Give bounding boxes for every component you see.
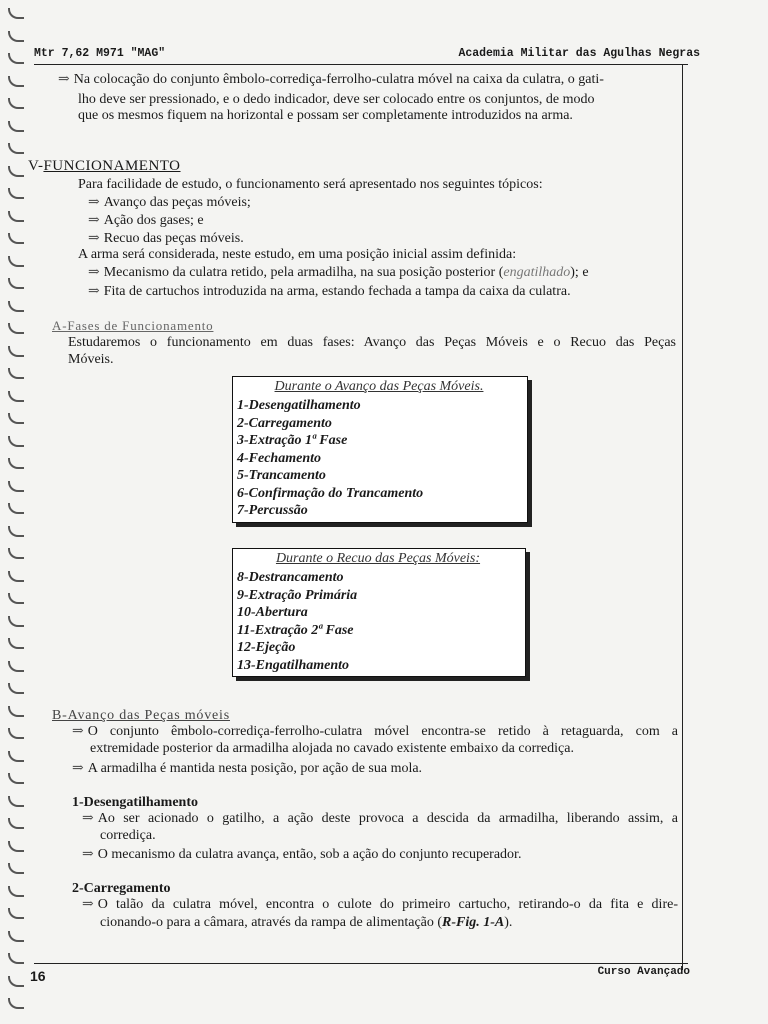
footer-rule [34, 963, 688, 964]
binding-hole [8, 368, 24, 379]
intro-line-1: ⇒ Na colocação do conjunto êmbolo-corrediça-ferrolho-culatra móvel na caixa da culatra, o gati- [58, 72, 604, 87]
binding-hole [8, 8, 24, 19]
binding-hole [8, 481, 24, 492]
arrow-icon: ⇒ [82, 847, 94, 862]
binding-hole [8, 863, 24, 874]
binding-hole [8, 661, 24, 672]
advance-box-title: Durante o Avanço das Peças Móveis. [274, 379, 484, 394]
advance-phases-box [232, 376, 528, 523]
phase-item: 1-Desengatilhamento [237, 398, 361, 413]
binding-hole [8, 841, 24, 852]
recoil-phases-box [232, 548, 526, 677]
phase-item: 13-Engatilhamento [237, 657, 350, 673]
binding-hole [8, 188, 24, 199]
binding-hole [8, 413, 24, 424]
position-item-2: ⇒ Fita de cartuchos introduzida na arma, estando fechada a tampa da caixa da culatra. [88, 284, 571, 299]
intro-line-2: lho deve ser pressionado, e o dedo indicador, deve ser colocado entre os conjuntos, de modo [78, 92, 595, 107]
binding-hole [8, 503, 24, 514]
topic-1: ⇒ Avanço das peças móveis; [88, 195, 251, 210]
right-margin-rule [682, 64, 683, 970]
binding-hole [8, 256, 24, 267]
item-1-p2: ⇒ O mecanismo da culatra avança, então, sob a ação do conjunto recuperador. [82, 847, 522, 862]
arrow-icon: ⇒ [82, 897, 94, 912]
header-right: Academia Militar das Agulhas Negras [458, 47, 700, 60]
binding-hole [8, 301, 24, 312]
binding-hole [8, 53, 24, 64]
binding-hole [8, 166, 24, 177]
binding-hole [8, 391, 24, 402]
binding-hole [8, 346, 24, 357]
binding-hole [8, 818, 24, 829]
binding-hole [8, 121, 24, 132]
binding-hole [8, 76, 24, 87]
binding-hole [8, 886, 24, 897]
subsection-b-p1-line-2: extremidade posterior da armadilha alojada no cavado existente embaixo da corrediça. [90, 741, 574, 756]
phase-item: 4-Fechamento [237, 450, 321, 466]
binding-hole [8, 211, 24, 222]
binding-hole [8, 931, 24, 942]
binding-hole [8, 908, 24, 919]
binding-hole [8, 323, 24, 334]
binding-hole [8, 953, 24, 964]
subsection-a-title: A-Fases de Funcionamento [52, 318, 214, 333]
subsection-b-title: B-Avanço das Peças móveis [52, 708, 230, 723]
arrow-icon: ⇒ [72, 724, 84, 739]
subsection-a-line-2: Móveis. [68, 352, 114, 367]
section-v-intro: Para facilidade de estudo, o funcionamento será apresentado nos seguintes tópicos: [78, 177, 543, 192]
advance-list [237, 397, 521, 520]
binding-hole [8, 976, 24, 987]
item-1-p1-line-2: corrediça. [100, 828, 156, 843]
subsection-b-p1-line-1: ⇒ O conjunto êmbolo-corrediça-ferrolho-culatra móvel encontra-se retido à retaguarda, com a [72, 724, 678, 739]
binding-hole [8, 278, 24, 289]
binding-hole [8, 98, 24, 109]
phase-item: 12-Ejeção [237, 640, 296, 655]
phase-item: 8-Destrancamento [237, 570, 344, 585]
binding-hole [8, 773, 24, 784]
recoil-box-title: Durante o Recuo das Peças Móveis: [275, 551, 481, 566]
subsection-a-line-1: Estudaremos o funcionamento em duas fases: Avanço das Peças Móveis e o Recuo das Peças [68, 335, 676, 350]
arrow-icon: ⇒ [82, 811, 94, 826]
phase-item: 6-Confirmação do Trancamento [237, 485, 424, 501]
item-1-title: 1-Desengatilhamento [72, 795, 198, 810]
phase-item: 9-Extração Primária [237, 587, 358, 603]
topic-2: ⇒ Ação dos gases; e [88, 213, 204, 228]
position-intro: A arma será considerada, neste estudo, em uma posição inicial assim definida: [78, 247, 517, 262]
arrow-icon: ⇒ [88, 195, 100, 210]
binding-hole [8, 593, 24, 604]
binding-hole [8, 31, 24, 42]
phase-item: 10-Abertura [237, 605, 308, 620]
arrow-icon: ⇒ [88, 265, 100, 280]
header-rule [34, 64, 688, 65]
item-1-p1-line-1: ⇒ Ao ser acionado o gatilho, a ação deste provoca a descida da armadilha, liberando assim, a [82, 811, 678, 826]
arrow-icon: ⇒ [58, 72, 70, 87]
arrow-icon: ⇒ [88, 213, 100, 228]
arrow-icon: ⇒ [88, 231, 100, 246]
item-2-p1-line-2: cionando-o para a câmara, através da rampa de alimentação (R-Fig. 1-A). [100, 915, 513, 930]
recoil-list [237, 569, 519, 674]
binding-hole [8, 436, 24, 447]
topic-3: ⇒ Recuo das peças móveis. [88, 231, 244, 246]
binding-hole [8, 638, 24, 649]
item-2-title: 2-Carregamento [72, 881, 171, 896]
header-left: Mtr 7,62 M971 "MAG" [34, 47, 166, 60]
phase-item: 3-Extração 1ª Fase [237, 433, 348, 448]
binding-hole [8, 796, 24, 807]
binding-hole [8, 571, 24, 582]
subsection-b-p2: ⇒ A armadilha é mantida nesta posição, por ação de sua mola. [72, 761, 423, 776]
page-header [34, 47, 700, 60]
binding-hole [8, 751, 24, 762]
phase-item: 2-Carregamento [237, 415, 332, 431]
binding-hole [8, 143, 24, 154]
item-2-p1-line-1: ⇒ O talão da culatra móvel, encontra o culote do primeiro cartucho, retirando-o da fita e dire- [82, 897, 678, 912]
footer-course: Curso Avançado [597, 966, 690, 978]
arrow-icon: ⇒ [72, 761, 84, 776]
binding-hole [8, 706, 24, 717]
binding-hole [8, 728, 24, 739]
phase-item: 5-Trancamento [237, 468, 326, 483]
phase-item: 7-Percussão [237, 503, 308, 518]
binding-hole [8, 616, 24, 627]
binding-hole [8, 233, 24, 244]
page-number: 16 [30, 968, 46, 984]
section-v-title: V-FUNCIONAMENTO [28, 158, 181, 174]
binding-hole [8, 526, 24, 537]
binding-hole [8, 548, 24, 559]
intro-line-3: que os mesmos fiquem na horizontal e possam ser completamente introduzidos na arma. [78, 108, 573, 123]
spiral-binding [0, 0, 34, 1024]
position-item-1: ⇒ Mecanismo da culatra retido, pela armadilha, na sua posição posterior (engatilhado); e [88, 265, 589, 280]
binding-hole [8, 683, 24, 694]
phase-item: 11-Extração 2ª Fase [237, 622, 354, 638]
binding-hole [8, 998, 24, 1009]
arrow-icon: ⇒ [88, 284, 100, 299]
binding-hole [8, 458, 24, 469]
